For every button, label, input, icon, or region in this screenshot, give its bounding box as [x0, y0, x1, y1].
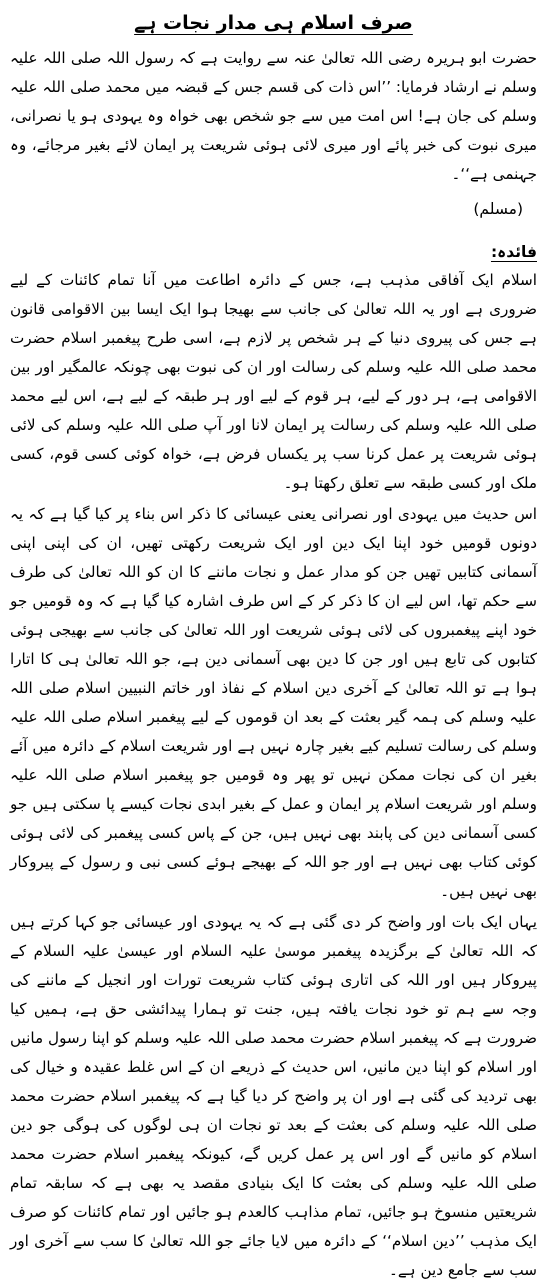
commentary-paragraph-1: اسلام ایک آفاقی مذہب ہے، جس کے دائرہ اطاعت میں آنا تمام کائنات کے لیے ضروری ہے اور یہ اللہ تعالیٰ کی جانب سے بھیجا ہوا ایک ایسا بین الاقوامی قانون ہے جس کی پیروی دنیا کے ہر شخص پر لازم ہے، اسی طرح پیغمبر اسلام حضرت محمد صلی اللہ علیہ وسلم کی رسالت اور ان کی نبوت بھی چونکہ عالمگیر اور بین الاقوامی ہے، ہر دور کے لیے، ہر قوم کے لیے اور ہر طبقہ کے لیے ہے، اس لیے محمد صلی اللہ علیہ وسلم کی رسالت پر ایمان لانا اور آپ صلی اللہ علیہ وسلم کی لائی ہوئی شریعت پر عمل کرنا سب پر یکساں فرض ہے، خواہ کوئی کسی قوم، کسی ملک اور کسی طبقہ سے تعلق رکھتا ہو۔ — [10, 271, 537, 492]
hadith-text: حضرت ابو ہریرہ رضی اللہ تعالیٰ عنہ سے روایت ہے کہ رسول اللہ صلی اللہ علیہ وسلم نے ارشاد فرمایا: ’’اس ذات کی قسم جس کے قبضہ میں محمد صلی اللہ علیہ وسلم کی جان ہے! اس امت میں سے جو شخص بھی خواہ وہ یہودی ہو یا نصرانی، میری نبوت کی خبر پائے اور میری لائی ہوئی شریعت پر ایمان لائے بغیر مرجائے، وہ جہنمی ہے‘‘۔ — [10, 49, 537, 183]
page-title: صرف اسلام ہی مدار نجات ہے — [134, 12, 413, 34]
hadith-reference: (مسلم) — [473, 200, 523, 218]
commentary-paragraph-2: اس حدیث میں یہودی اور نصرانی یعنی عیسائی کا ذکر اس بناء پر کیا گیا ہے کہ یہ دونوں قومیں خود اپنا ایک دین اور ایک شریعت رکھتی تھیں، ان کی اپنی اپنی آسمانی کتابیں تھیں جن کو مدار عمل و نجات ماننے کا ان کو اللہ تعالیٰ کی طرف سے حکم تھا، اس لیے ان کا ذکر کر کے اس طرف اشارہ کیا گیا ہے کہ وہ قومیں جو خود اپنے پیغمبروں کی لائی ہوئی شریعت اور اللہ تعالیٰ کی جانب سے بھیجی ہوئی کتابوں کی تابع ہیں اور جن کا دین بھی آسمانی دین ہے، جو اللہ تعالیٰ ہی کا اتارا ہوا ہے تو اللہ تعالیٰ کے آخری دین اسلام کے نفاذ اور خاتم النبیین اسلام صلی اللہ علیہ وسلم کی ہمہ گیر بعثت کے بعد ان قوموں کے لیے پیغمبر اسلام صلی اللہ علیہ وسلم کی رسالت تسلیم کیے بغیر چارہ نہیں ہے اور شریعت اسلام کے دائرہ میں آئے بغیر ان کی نجات ممکن نہیں تو پھر وہ قومیں جو پیغمبر اسلام صلی اللہ علیہ وسلم اور شریعت اسلام پر ایمان و عمل کے بغیر ابدی نجات کیسے پا سکتی ہیں جو کسی آسمانی دین کی پابند بھی نہیں ہیں، جن کے پاس کسی پیغمبر کی لائی ہوئی کوئی کتاب بھی نہیں ہے اور جو اللہ کے بھیجے ہوئے کسی نبی و رسول کے پیروکار بھی نہیں ہیں۔ — [10, 505, 537, 900]
commentary-paragraph-3: یہاں ایک بات اور واضح کر دی گئی ہے کہ یہ یہودی اور عیسائی جو کہا کرتے ہیں کہ اللہ تعالیٰ کے برگزیدہ پیغمبر موسیٰ علیہ السلام اور عیسیٰ علیہ السلام کے پیروکار ہیں اور اللہ کی اتاری ہوئی کتاب شریعت تورات اور انجیل کے ماننے کی وجہ سے ہم تو خود نجات یافتہ ہیں، جنت تو ہمارا پیدائشی حق ہے، ہمیں کیا ضرورت ہے کہ پیغمبر اسلام حضرت محمد صلی اللہ علیہ وسلم کو اپنا رسول مانیں اور اسلام کو اپنا دین مانیں، اس حدیث کے ذریعے ان کے اس غلط عقیدہ و خیال کی بھی تردید کی گئی ہے اور ان پر واضح کر دیا گیا ہے کہ پیغمبر اسلام حضرت محمد صلی اللہ علیہ وسلم کی بعثت کے بعد تو نجات ان ہی لوگوں کی ہوگی جو دین اسلام کو مانیں گے اور اس پر عمل کریں گے، کیونکہ پیغمبر اسلام حضرت محمد صلی اللہ علیہ وسلم کی بعثت کا ایک بنیادی مقصد یہ بھی ہے کہ سابقہ تمام شریعتیں منسوخ ہو جائیں، تمام مذاہب کالعدم ہو جائیں اور تمام کائنات کو صرف ایک مذہب ’’دین اسلام‘‘ کے دائرہ میں لایا جائے جو اللہ تعالیٰ کا سب سے آخری اور سب سے جامع دین ہے۔ — [10, 913, 537, 1279]
fawaid-heading: فائدہ: — [490, 243, 537, 261]
